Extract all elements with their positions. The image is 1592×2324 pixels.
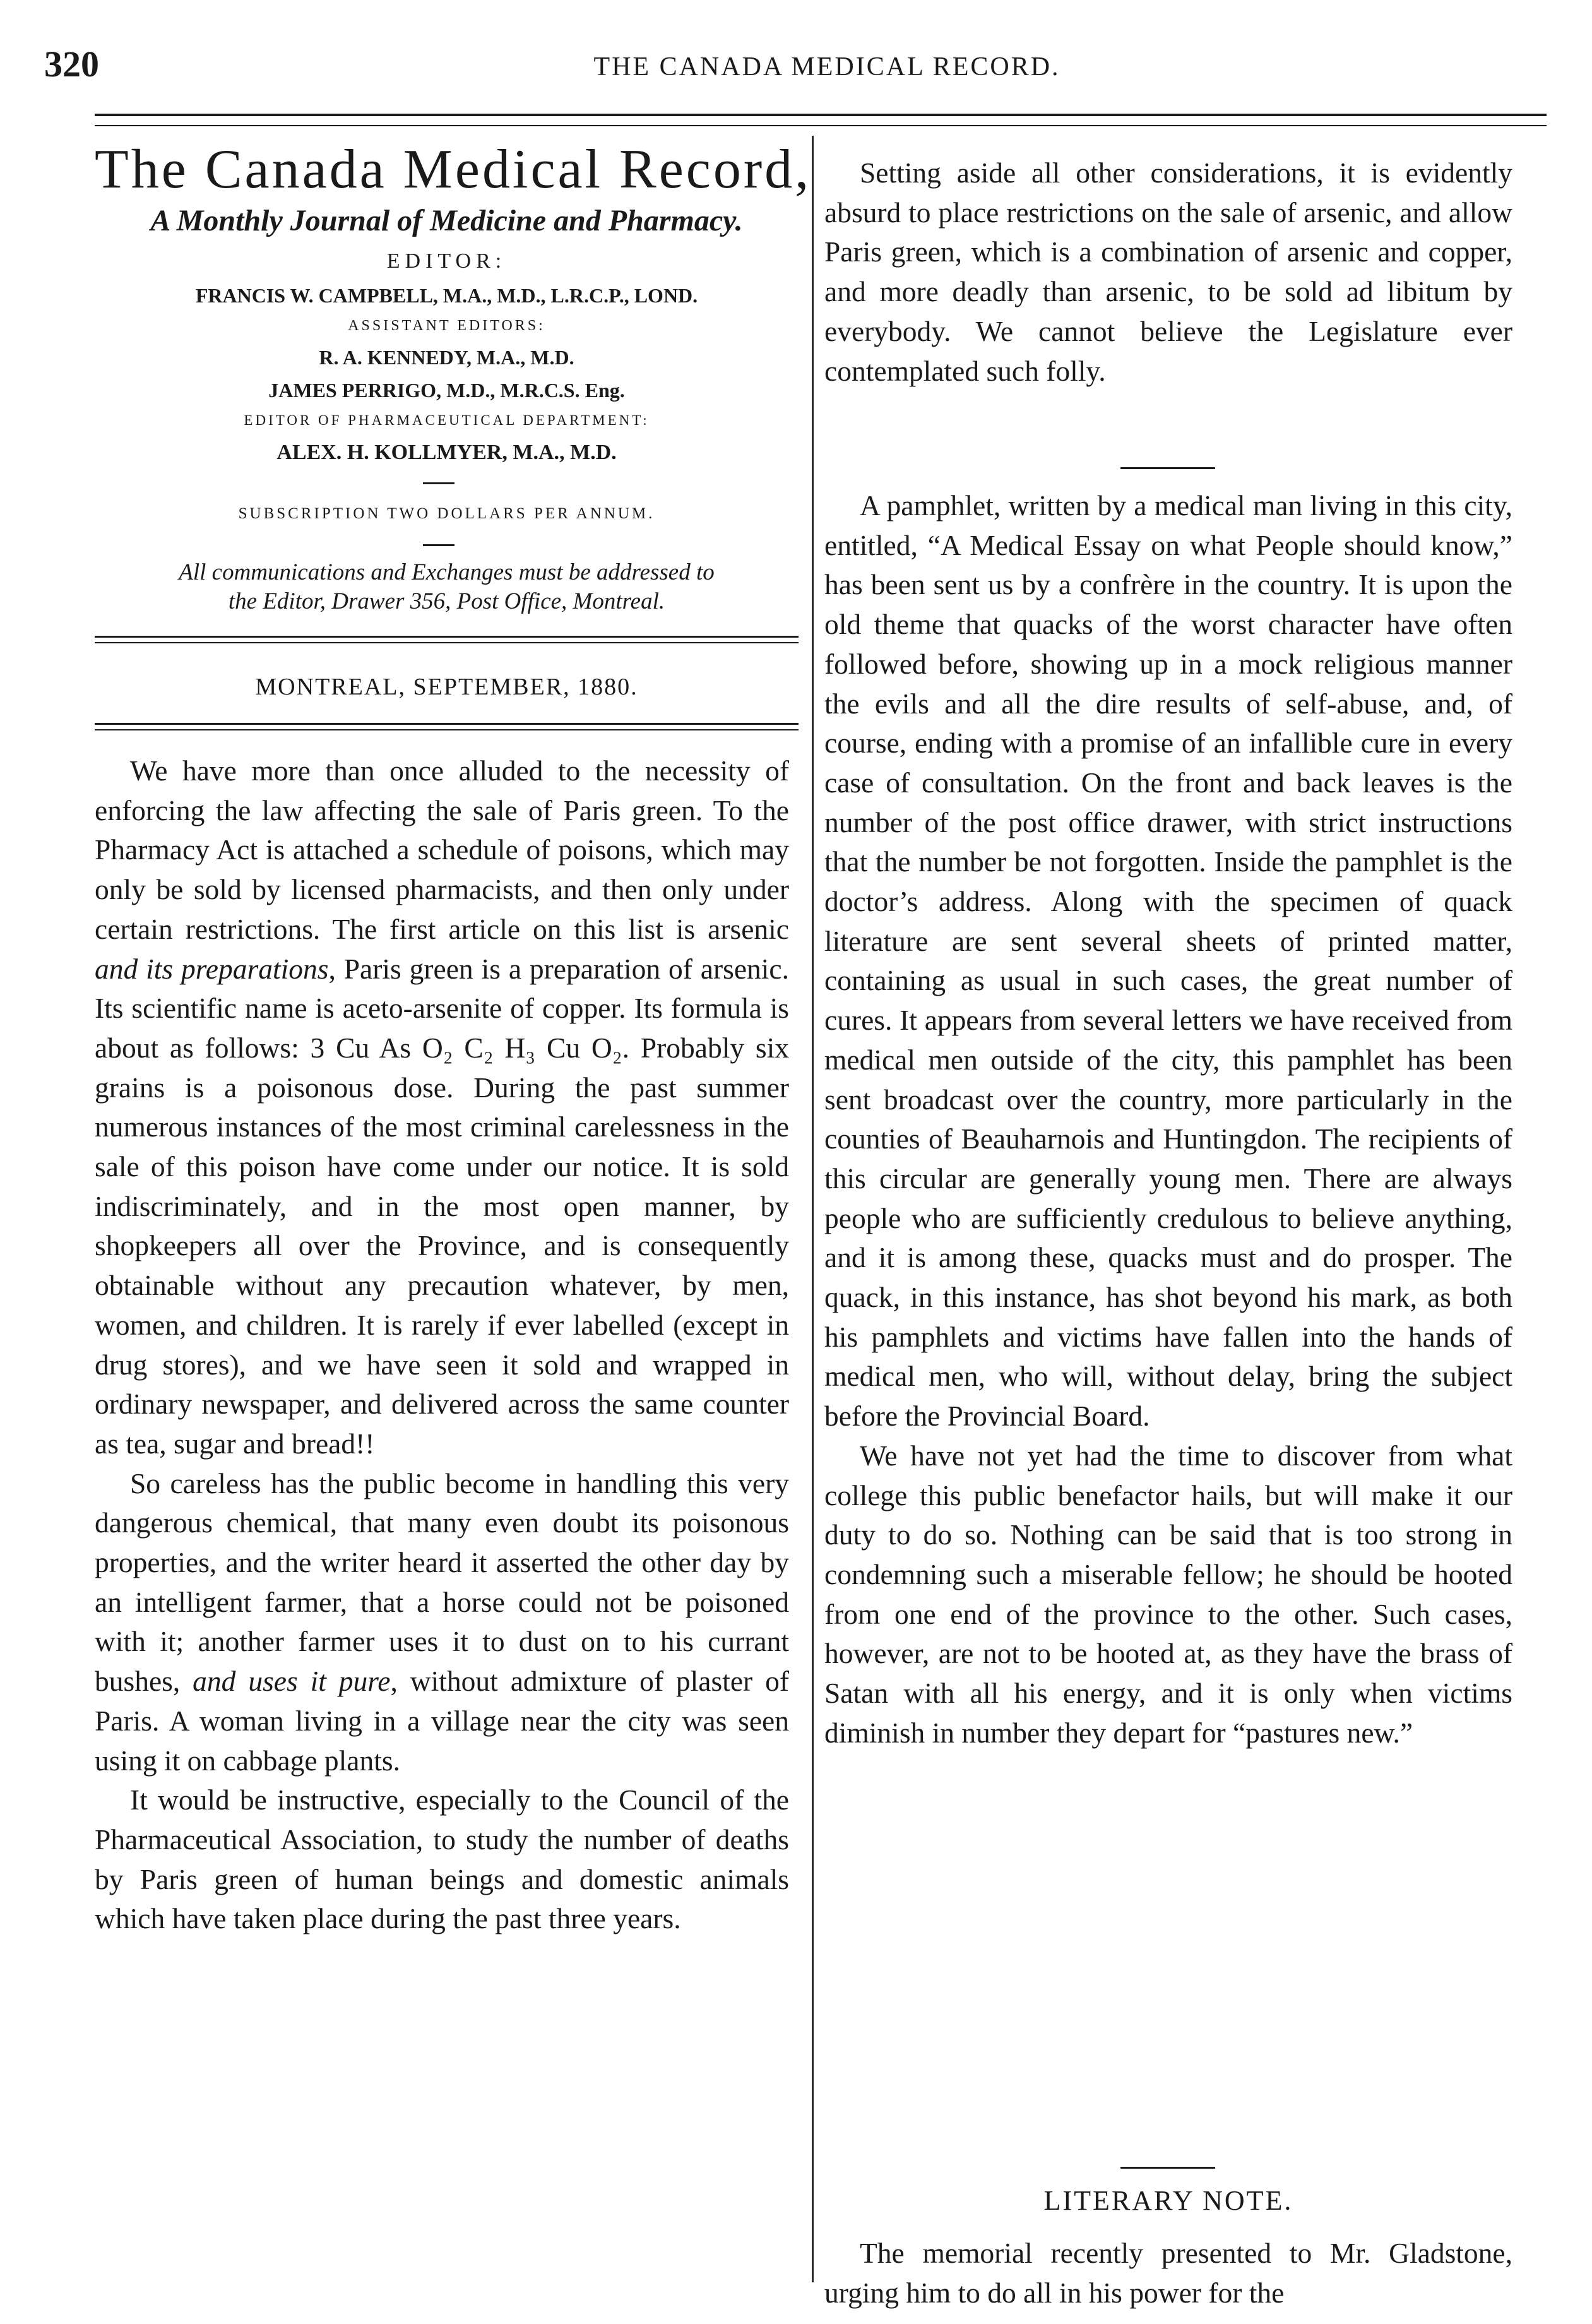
right-column-text-end [824, 2234, 1512, 2313]
masthead-rule-1 [95, 636, 799, 638]
masthead-dash-2 [423, 544, 454, 546]
column-divider [812, 136, 814, 2282]
paragraph-paris-green-law: We have more than once alluded to the necessity of enforcing the law affecting the sale of Paris green. To the Pharmacy Act is attached a schedule of poisons, which may only be sold by licensed pharmacists, and then only under certain restrictions. The first article on this list is arsenic and its preparations, Paris green is a preparation of arsenic. Its scientific name is aceto-arsenite of copper. Its formula is about as follows: 3 Cu As O₂ C₂ H₃ Cu O₂. Probably six grains is a poisonous dose. During the past summer numerous instances of the most criminal carelessness in the sale of this poison have come under our notice. It is sold indiscriminately, and in the most open manner, by shopkeepers all over the Province, and is consequently obtainable without any precaution whatever, by men, women, and children. It is rarely if ever labelled (except in drug stores), and we have seen it sold and wrapped in ordinary newspaper, and delivered across the same counter as tea, sugar and bread!! [95, 754, 789, 1460]
running-head: THE CANADA MEDICAL RECORD. [593, 52, 1060, 81]
correspondence-notice [95, 558, 799, 616]
pharmaceutical-editor: ALEX. H. KOLLMYER, M.A., M.D. [276, 441, 617, 464]
assistant-editor-2: JAMES PERRIGO, M.D., M.R.C.S. Eng. [268, 379, 625, 402]
section-separator-1 [1120, 467, 1215, 469]
dateline-rule-2 [95, 729, 799, 730]
editor-label: EDITOR: [386, 249, 507, 273]
literary-note-heading: LITERARY NOTE. [1043, 2185, 1293, 2216]
dateline-rule-1 [95, 723, 799, 725]
header-rule-top [95, 114, 1547, 116]
masthead-dash-1 [423, 482, 454, 484]
left-column-text [95, 751, 789, 1939]
paragraph-public-carelessness: So careless has the public become in handling this very dangerous chemical, that many even doubt its poisonous properties, and the writer heard it asserted the other day by an intelligent farmer, that a horse could not be poisoned with it; another farmer uses it to dust on to his currant bushes, and uses it pure, without admixture of plaster of Paris. A woman living in a village near the city was seen using it on cabbage plants. [95, 1467, 790, 1777]
notice-line-2: the Editor, Drawer 356, Post Office, Montreal. [228, 588, 665, 614]
subscription-line: SUBSCRIPTION TWO DOLLARS PER ANNUM. [238, 505, 655, 522]
paragraph-quack-pamphlet: A pamphlet, written by a medical man living in this city, entitled, “A Medical Essay on what People should know,” has been sent us by a confrère in the country. It is upon the old theme that quacks of the worst character have often followed before, showing up in a mock religious manner the evils and all the dire results of self-abuse, and, of course, ending with a promise of an infallible cure in every case of consultation. On the front and back leaves is the number of the post office drawer, with strict instructions that the number be not forgotten. Inside the pamphlet is the doctor’s address. Along with the specimen of quack literature are sent several sheets of printed matter, containing as usual in such cases, the great number of cures. It appears from several letters we have received from medical men outside of the city, this pamphlet has been sent broadcast over the country, more particularly in the counties of Beauharnois and Huntingdon. The recipients of this circular are generally young men. There are always people who are sufficiently credulous to believe anything, and it is among these, quacks must and do prosper. The quack, in this instance, has shot beyond his mark, as both his pamphlets and victims have fallen into the hands of medical men, who will, without delay, bring the subject before the Provincial Board. [824, 489, 1512, 1433]
masthead-subtitle: A Monthly Journal of Medicine and Pharmacy. [150, 204, 743, 237]
header-rule-bottom [95, 125, 1547, 126]
pharmaceutical-editor-label: EDITOR OF PHARMACEUTICAL DEPARTMENT: [244, 412, 650, 428]
right-column-text-top [824, 153, 1512, 391]
page-number: 320 [44, 44, 99, 85]
masthead-rule-2 [95, 642, 799, 643]
paragraph-condemnation: We have not yet had the time to discover from what college this public benefactor hails, but will make it our duty to do so. Nothing can be said that is too strong in condemning such a miserable fellow; he should be hooted from one end of the province to the other. Such cases, however, are not to be hooted at, as they have the brass of Satan with all his energy, and it is only when victims diminish in number they depart for “pastures new.” [824, 1439, 1512, 1749]
notice-line-1: All communications and Exchanges must be addressed to [179, 559, 715, 585]
masthead-title: The Canada Medical Record, [95, 139, 812, 200]
editor-name: FRANCIS W. CAMPBELL, M.A., M.D., L.R.C.P., LOND. [195, 284, 698, 307]
paragraph-pharmaceutical-council: It would be instructive, especially to the Council of the Pharmaceutical Association, to study the number of deaths by Paris green of human beings and domestic animals which have taken place during the past three years. [95, 1784, 789, 1935]
assistant-editor-1: R. A. KENNEDY, M.A., M.D. [319, 346, 574, 369]
paragraph-literary-note: The memorial recently presented to Mr. Gladstone, urging him to do all in his power for the [824, 2237, 1512, 2309]
section-separator-2 [1120, 2167, 1215, 2169]
paragraph-arsenic-restrictions: Setting aside all other considerations, it is evidently absurd to place restrictions on the sale of arsenic, and allow Paris green, which is a combination of arsenic and copper, and more deadly than arsenic, to be sold ad libitum by everybody. We cannot believe the Legislature ever contemplated such folly. [824, 157, 1512, 387]
assistant-editors-label: ASSISTANT EDITORS: [348, 318, 545, 334]
right-column-text-middle [824, 486, 1512, 1753]
dateline: MONTREAL, SEPTEMBER, 1880. [255, 674, 638, 700]
